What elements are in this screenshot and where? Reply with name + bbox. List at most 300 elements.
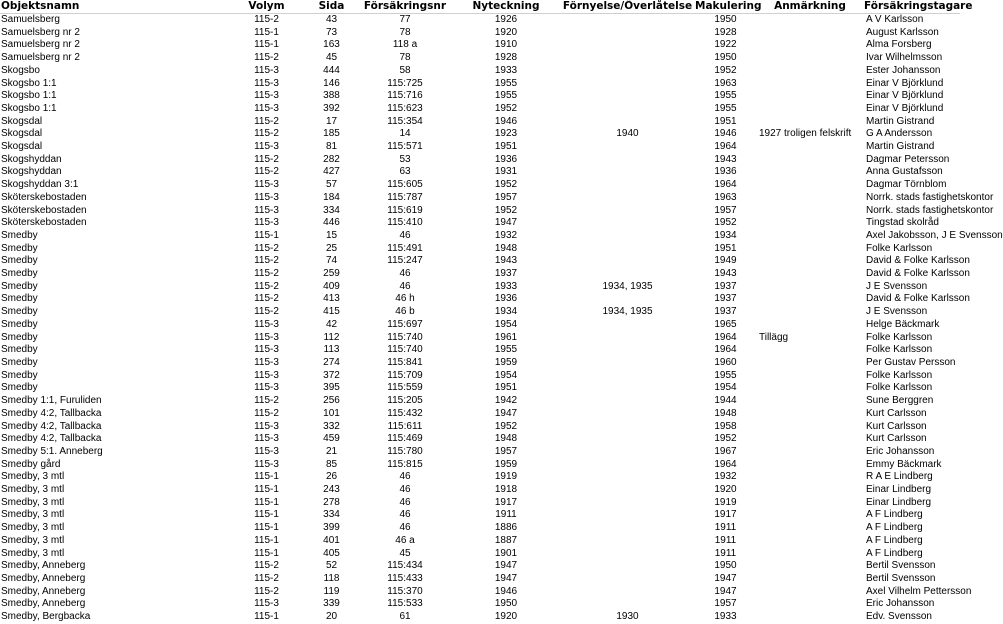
- cell-fornyelse: [560, 27, 695, 40]
- cell-volym: 115-2: [254, 560, 279, 572]
- cell-anmarkning: [756, 522, 864, 535]
- cell-makulering: 1952: [714, 217, 737, 229]
- cell-sida: 444: [323, 64, 340, 76]
- cell-volym: 115-3: [254, 102, 279, 114]
- cell-nyteckning: 1934: [494, 306, 518, 318]
- cell-sida: 52: [325, 560, 338, 572]
- cell-forsakringsnr: 46: [399, 496, 411, 508]
- table-row: [0, 306, 960, 319]
- cell-objektsnamn: Smedby, 3 mtl: [1, 496, 65, 508]
- cell-fornyelse: [560, 484, 695, 497]
- cell-nyteckning: 1946: [494, 115, 518, 127]
- cell-forsakringstagare: Alma Forsberg: [866, 39, 932, 51]
- cell-volym: 115-2: [254, 14, 279, 25]
- table-row: [0, 141, 960, 154]
- cell-volym: 115-2: [254, 52, 279, 64]
- cell-makulering: 1965: [714, 318, 737, 330]
- cell-nyteckning: 1957: [494, 191, 518, 203]
- cell-fornyelse: [560, 459, 695, 472]
- cell-sida: 146: [323, 77, 340, 89]
- table-row: [0, 395, 960, 408]
- cell-sida: 372: [323, 369, 340, 381]
- cell-fornyelse: [560, 535, 695, 548]
- cell-anmarkning: [756, 408, 864, 421]
- cell-objektsnamn: Smedby, Bergbacka: [1, 611, 91, 623]
- cell-forsakringsnr: 115:370: [387, 585, 423, 597]
- cell-fornyelse: [560, 179, 695, 192]
- cell-makulering: 1957: [714, 204, 737, 216]
- cell-volym: 115-1: [254, 39, 279, 51]
- cell-forsakringstagare: Einar V Björklund: [866, 90, 944, 102]
- table-row: [0, 497, 960, 510]
- cell-forsakringsnr: 77: [399, 14, 411, 25]
- cell-anmarkning: [756, 370, 864, 383]
- table-row: [0, 268, 960, 281]
- table-row: [0, 128, 960, 141]
- cell-objektsnamn: Samuelsberg nr 2: [1, 26, 80, 38]
- cell-volym: 115-1: [254, 534, 279, 546]
- table-row: [0, 154, 960, 167]
- cell-sida: 388: [323, 90, 340, 102]
- cell-forsakringsnr: 58: [399, 64, 411, 76]
- cell-nyteckning: 1946: [494, 585, 518, 597]
- table-row: [0, 39, 960, 52]
- cell-volym: 115-2: [254, 268, 279, 280]
- col-header-anmarkning: Anmärkning: [774, 0, 846, 12]
- cell-forsakringsnr: 46: [399, 522, 411, 534]
- cell-volym: 115-2: [254, 395, 279, 407]
- cell-forsakringsnr: 115:469: [387, 433, 423, 445]
- cell-makulering: 1928: [714, 26, 737, 38]
- cell-anmarkning: [756, 154, 864, 167]
- cell-forsakringstagare: R A E Lindberg: [866, 471, 933, 483]
- table-row: [0, 573, 960, 586]
- cell-forsakringsnr: 115:740: [387, 331, 423, 343]
- cell-sida: 119: [323, 585, 340, 597]
- table-row: [0, 14, 960, 27]
- cell-forsakringsnr: 115:611: [387, 420, 423, 432]
- cell-forsakringstagare: August Karlsson: [866, 26, 939, 38]
- cell-forsakringsnr: 46: [399, 229, 411, 241]
- cell-anmarkning: [756, 382, 864, 395]
- cell-anmarkning: [756, 319, 864, 332]
- cell-makulering: 1943: [714, 268, 737, 280]
- cell-volym: 115-3: [254, 179, 279, 191]
- cell-nyteckning: 1955: [494, 77, 518, 89]
- cell-nyteckning: 1952: [494, 420, 518, 432]
- cell-nyteckning: 1943: [494, 255, 518, 267]
- cell-fornyelse: [560, 166, 695, 179]
- cell-volym: 115-1: [254, 471, 279, 483]
- cell-sida: 259: [323, 268, 340, 280]
- cell-objektsnamn: Skogsdal: [1, 128, 43, 140]
- cell-makulering: 1948: [714, 407, 737, 419]
- cell-objektsnamn: Smedby: [1, 268, 38, 280]
- cell-forsakringsnr: 115:780: [387, 445, 423, 457]
- cell-nyteckning: 1961: [494, 331, 518, 343]
- cell-volym: 115-3: [254, 382, 279, 394]
- cell-forsakringsnr: 46: [399, 509, 411, 521]
- cell-makulering: 1950: [714, 560, 737, 572]
- cell-objektsnamn: Skogshyddan 3:1: [1, 179, 79, 191]
- cell-objektsnamn: Skogsdal: [1, 141, 43, 153]
- cell-sida: 17: [325, 115, 338, 127]
- cell-sida: 278: [323, 496, 340, 508]
- cell-anmarkning: [756, 39, 864, 52]
- cell-volym: 115-3: [254, 356, 279, 368]
- cell-anmarkning: [756, 586, 864, 599]
- cell-forsakringsnr: 115:709: [387, 369, 423, 381]
- cell-nyteckning: 1920: [494, 26, 518, 38]
- cell-makulering: 1950: [714, 52, 737, 64]
- cell-nyteckning: 1957: [494, 445, 518, 457]
- cell-makulering: 1967: [714, 445, 737, 457]
- cell-makulering: 1964: [714, 344, 737, 356]
- cell-objektsnamn: Smedby: [1, 242, 38, 254]
- cell-volym: 115-3: [254, 90, 279, 102]
- cell-nyteckning: 1954: [494, 318, 518, 330]
- cell-objektsnamn: Smedby: [1, 369, 38, 381]
- cell-objektsnamn: Smedby 4:2, Tallbacka: [1, 407, 102, 419]
- cell-forsakringstagare: Axel Jakobsson, J E Svensson: [866, 229, 1003, 241]
- cell-makulering: 1964: [714, 179, 737, 191]
- cell-makulering: 1911: [714, 534, 737, 546]
- col-header-nyteckning: Nyteckning: [472, 0, 540, 12]
- cell-anmarkning: [756, 65, 864, 78]
- cell-objektsnamn: Samuelsberg nr 2: [1, 52, 80, 64]
- cell-nyteckning: 1932: [494, 229, 518, 241]
- cell-forsakringstagare: J E Svensson: [866, 306, 928, 318]
- cell-sida: 43: [325, 14, 338, 25]
- cell-volym: 115-3: [254, 420, 279, 432]
- cell-objektsnamn: Samuelsberg: [1, 14, 60, 25]
- cell-anmarkning: [756, 611, 864, 624]
- cell-anmarkning: [756, 179, 864, 192]
- cell-sida: 282: [323, 153, 340, 165]
- cell-forsakringsnr: 115:491: [387, 242, 423, 254]
- cell-sida: 85: [325, 458, 338, 470]
- cell-sida: 446: [323, 217, 340, 229]
- cell-nyteckning: 1952: [494, 102, 518, 114]
- cell-makulering: 1933: [714, 611, 737, 623]
- cell-forsakringstagare: Martin Gistrand: [866, 115, 935, 127]
- cell-objektsnamn: Sköterskebostaden: [1, 191, 87, 203]
- table-row: [0, 421, 960, 434]
- cell-anmarkning: [756, 509, 864, 522]
- cell-forsakringstagare: Tingstad skolråd: [866, 217, 939, 229]
- cell-objektsnamn: Smedby, Anneberg: [1, 585, 86, 597]
- cell-nyteckning: 1955: [494, 90, 518, 102]
- cell-sida: 392: [323, 102, 340, 114]
- cell-sida: 395: [323, 382, 340, 394]
- cell-anmarkning: [756, 78, 864, 91]
- cell-volym: 115-2: [254, 242, 279, 254]
- cell-nyteckning: 1952: [494, 204, 518, 216]
- col-header-fornyelse: Förnyelse/Överlåtelse: [562, 0, 693, 12]
- cell-sida: 399: [323, 522, 340, 534]
- cell-volym: 115-2: [254, 153, 279, 165]
- cell-nyteckning: 1926: [494, 14, 518, 25]
- cell-objektsnamn: Smedby: [1, 280, 38, 292]
- table-row: [0, 179, 960, 192]
- cell-forsakringsnr: 115:697: [387, 318, 423, 330]
- cell-anmarkning: [756, 459, 864, 472]
- cell-fornyelse: 1930: [616, 611, 639, 623]
- cell-makulering: 1947: [714, 585, 737, 597]
- cell-anmarkning: [756, 255, 864, 268]
- cell-forsakringstagare: Per Gustav Persson: [866, 356, 956, 368]
- cell-forsakringstagare: Dagmar Petersson: [866, 153, 950, 165]
- cell-makulering: 1947: [714, 572, 737, 584]
- table-row: [0, 382, 960, 395]
- cell-anmarkning: [756, 141, 864, 154]
- cell-anmarkning: [756, 306, 864, 319]
- cell-objektsnamn: Smedby 4:2, Tallbacka: [1, 420, 102, 432]
- cell-sida: 42: [325, 318, 338, 330]
- cell-volym: 115-2: [254, 306, 279, 318]
- cell-fornyelse: [560, 586, 695, 599]
- cell-objektsnamn: Smedby 1:1, Furuliden: [1, 395, 102, 407]
- cell-volym: 115-1: [254, 496, 279, 508]
- cell-forsakringstagare: Emmy Bäckmark: [866, 458, 942, 470]
- table-row: [0, 548, 960, 561]
- cell-anmarkning: [756, 484, 864, 497]
- cell-volym: 115-3: [254, 369, 279, 381]
- cell-sida: 274: [323, 356, 340, 368]
- cell-sida: 334: [323, 509, 340, 521]
- cell-nyteckning: 1911: [495, 509, 517, 521]
- cell-makulering: 1960: [714, 356, 737, 368]
- cell-forsakringstagare: Dagmar Törnblom: [866, 179, 947, 191]
- cell-sida: 57: [325, 179, 338, 191]
- cell-fornyelse: [560, 243, 695, 256]
- cell-volym: 115-2: [254, 280, 279, 292]
- cell-forsakringstagare: Edv. Svensson: [866, 611, 932, 623]
- cell-makulering: 1946: [714, 128, 737, 140]
- cell-anmarkning: [756, 598, 864, 611]
- cell-makulering: 1964: [714, 331, 737, 343]
- cell-forsakringsnr: 46 b: [395, 306, 415, 318]
- cell-objektsnamn: Skogsdal: [1, 115, 43, 127]
- cell-forsakringstagare: Axel Vilhelm Pettersson: [866, 585, 972, 597]
- cell-makulering: 1922: [714, 39, 737, 51]
- cell-fornyelse: [560, 471, 695, 484]
- table-row: [0, 433, 960, 446]
- cell-nyteckning: 1933: [494, 64, 518, 76]
- cell-forsakringstagare: Sune Berggren: [866, 395, 934, 407]
- cell-fornyelse: [560, 370, 695, 383]
- cell-volym: 115-3: [254, 598, 279, 610]
- cell-forsakringsnr: 115:716: [387, 90, 423, 102]
- cell-sida: 185: [323, 128, 340, 140]
- cell-volym: 115-2: [254, 407, 279, 419]
- cell-forsakringstagare: Norrk. stads fastighetskontor: [866, 191, 994, 203]
- table-row: [0, 230, 960, 243]
- cell-nyteckning: 1920: [494, 611, 518, 623]
- cell-nyteckning: 1942: [494, 395, 518, 407]
- cell-makulering: 1952: [714, 64, 737, 76]
- cell-forsakringsnr: 63: [399, 166, 411, 178]
- cell-makulering: 1955: [714, 369, 737, 381]
- cell-objektsnamn: Smedby, 3 mtl: [1, 547, 65, 559]
- cell-fornyelse: [560, 154, 695, 167]
- cell-anmarkning: [756, 446, 864, 459]
- cell-nyteckning: 1919: [494, 471, 518, 483]
- cell-anmarkning: [756, 281, 864, 294]
- cell-nyteckning: 1933: [494, 280, 518, 292]
- cell-fornyelse: [560, 509, 695, 522]
- cell-anmarkning: [756, 395, 864, 408]
- cell-volym: 115-1: [254, 509, 279, 521]
- cell-forsakringsnr: 61: [399, 611, 411, 623]
- cell-fornyelse: [560, 217, 695, 230]
- cell-forsakringstagare: David & Folke Karlsson: [866, 268, 970, 280]
- cell-nyteckning: 1887: [494, 534, 518, 546]
- cell-nyteckning: 1955: [494, 344, 518, 356]
- cell-objektsnamn: Sköterskebostaden: [1, 217, 87, 229]
- cell-anmarkning: [756, 293, 864, 306]
- cell-makulering: 1951: [714, 115, 737, 127]
- cell-makulering: 1951: [714, 242, 737, 254]
- cell-forsakringstagare: Einar V Björklund: [866, 102, 944, 114]
- cell-sida: 163: [323, 39, 340, 51]
- cell-objektsnamn: Smedby, 3 mtl: [1, 471, 65, 483]
- cell-objektsnamn: Skogsbo 1:1: [1, 77, 57, 89]
- cell-volym: 115-3: [254, 318, 279, 330]
- cell-forsakringsnr: 118 a: [392, 39, 418, 51]
- cell-volym: 115-3: [254, 204, 279, 216]
- cell-objektsnamn: Smedby, 3 mtl: [1, 484, 65, 496]
- cell-objektsnamn: Smedby: [1, 356, 38, 368]
- table-row: [0, 78, 960, 91]
- cell-sida: 25: [325, 242, 338, 254]
- cell-sida: 427: [323, 166, 340, 178]
- cell-forsakringsnr: 46: [399, 280, 411, 292]
- table-row: [0, 103, 960, 116]
- cell-makulering: 1949: [714, 255, 737, 267]
- cell-forsakringstagare: Folke Karlsson: [866, 382, 933, 394]
- cell-anmarkning: [756, 243, 864, 256]
- cell-forsakringstagare: Ester Johansson: [866, 64, 941, 76]
- cell-fornyelse: [560, 78, 695, 91]
- cell-sida: 113: [323, 344, 340, 356]
- cell-nyteckning: 1950: [494, 598, 518, 610]
- table-row: [0, 116, 960, 129]
- cell-anmarkning: [756, 268, 864, 281]
- cell-volym: 115-1: [254, 229, 279, 241]
- table-row: [0, 166, 960, 179]
- cell-fornyelse: 1934, 1935: [602, 280, 653, 292]
- cell-volym: 115-3: [254, 64, 279, 76]
- cell-makulering: 1958: [714, 420, 737, 432]
- cell-forsakringsnr: 14: [399, 128, 411, 140]
- cell-objektsnamn: Smedby: [1, 229, 38, 241]
- cell-volym: 115-2: [254, 128, 279, 140]
- cell-sida: 101: [323, 407, 340, 419]
- table-row: [0, 27, 960, 40]
- cell-fornyelse: [560, 332, 695, 345]
- cell-sida: 401: [323, 534, 340, 546]
- cell-nyteckning: 1901: [494, 547, 518, 559]
- cell-anmarkning: [756, 205, 864, 218]
- cell-nyteckning: 1918: [494, 484, 518, 496]
- cell-sida: 409: [323, 280, 340, 292]
- cell-nyteckning: 1952: [494, 179, 518, 191]
- cell-forsakringstagare: J E Svensson: [866, 280, 928, 292]
- cell-volym: 115-2: [254, 255, 279, 267]
- cell-volym: 115-2: [254, 572, 279, 584]
- cell-forsakringstagare: Einar V Björklund: [866, 77, 944, 89]
- cell-forsakringsnr: 115:205: [387, 395, 423, 407]
- cell-forsakringsnr: 46: [399, 471, 411, 483]
- cell-nyteckning: 1951: [494, 141, 518, 153]
- table-row: [0, 217, 960, 230]
- cell-forsakringstagare: Einar Lindberg: [866, 484, 932, 496]
- cell-anmarkning: [756, 166, 864, 179]
- table-row: [0, 586, 960, 599]
- cell-sida: 45: [325, 52, 338, 64]
- cell-fornyelse: [560, 598, 695, 611]
- cell-forsakringsnr: 115:410: [387, 217, 423, 229]
- cell-volym: 115-3: [254, 217, 279, 229]
- cell-fornyelse: [560, 103, 695, 116]
- cell-objektsnamn: Smedby, 3 mtl: [1, 509, 65, 521]
- table-row: [0, 522, 960, 535]
- cell-fornyelse: [560, 230, 695, 243]
- col-header-volym: Volym: [248, 0, 285, 12]
- cell-objektsnamn: Samuelsberg nr 2: [1, 39, 80, 51]
- cell-anmarkning: [756, 421, 864, 434]
- cell-sida: 20: [325, 611, 338, 623]
- table-row: [0, 65, 960, 78]
- cell-fornyelse: [560, 560, 695, 573]
- cell-makulering: 1919: [714, 496, 737, 508]
- cell-anmarkning: [756, 90, 864, 103]
- cell-makulering: 1911: [714, 547, 737, 559]
- cell-sida: 243: [323, 484, 340, 496]
- cell-anmarkning: 1927 troligen felskrift: [759, 128, 852, 140]
- cell-forsakringsnr: 115:623: [387, 102, 423, 114]
- cell-anmarkning: [756, 230, 864, 243]
- cell-fornyelse: [560, 141, 695, 154]
- cell-makulering: 1932: [714, 471, 737, 483]
- cell-forsakringsnr: 115:841: [387, 356, 423, 368]
- table-row: [0, 446, 960, 459]
- header-row: [0, 0, 960, 14]
- cell-makulering: 1944: [714, 395, 737, 407]
- cell-anmarkning: Tillägg: [759, 331, 789, 343]
- table-row: [0, 293, 960, 306]
- table-row: [0, 370, 960, 383]
- cell-forsakringstagare: Martin Gistrand: [866, 141, 935, 153]
- cell-makulering: 1964: [714, 458, 737, 470]
- cell-forsakringstagare: A V Karlsson: [866, 14, 924, 25]
- cell-forsakringstagare: Kurt Carlsson: [866, 407, 927, 419]
- cell-fornyelse: [560, 52, 695, 65]
- cell-sida: 334: [323, 204, 340, 216]
- cell-anmarkning: [756, 116, 864, 129]
- table-row: [0, 192, 960, 205]
- cell-forsakringsnr: 115:787: [387, 191, 423, 203]
- cell-volym: 115-1: [254, 611, 279, 623]
- cell-volym: 115-2: [254, 115, 279, 127]
- cell-sida: 413: [323, 293, 340, 305]
- cell-volym: 115-3: [254, 331, 279, 343]
- cell-volym: 115-2: [254, 585, 279, 597]
- cell-objektsnamn: Smedby: [1, 318, 38, 330]
- cell-fornyelse: [560, 421, 695, 434]
- cell-anmarkning: [756, 548, 864, 561]
